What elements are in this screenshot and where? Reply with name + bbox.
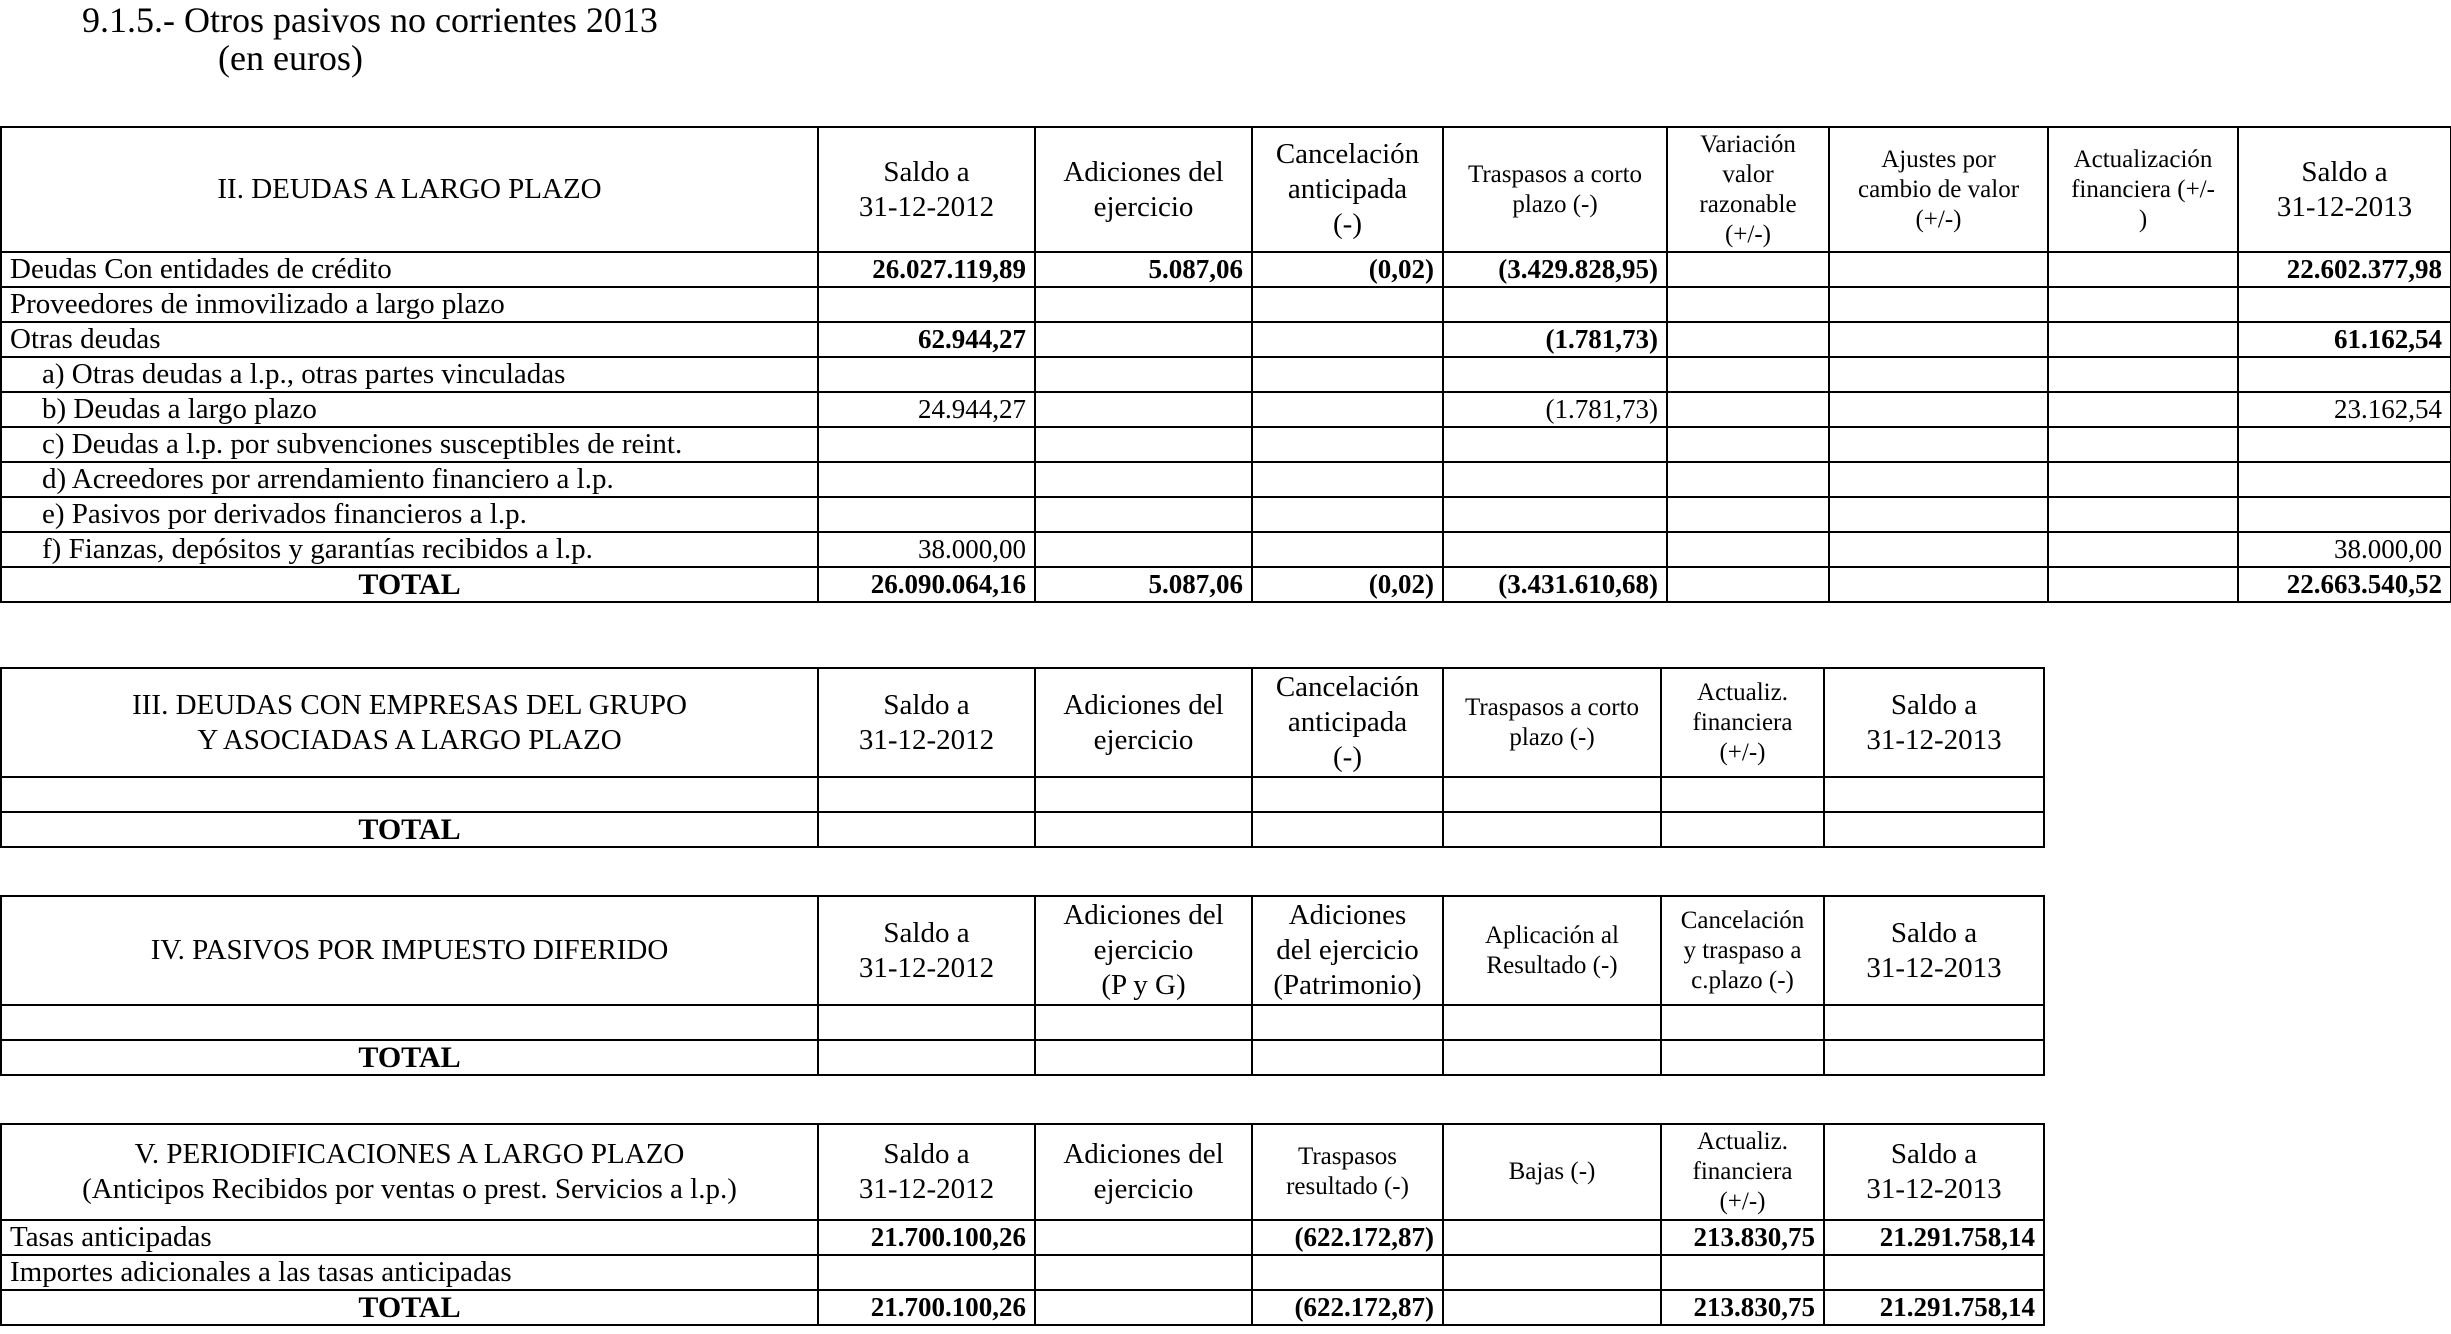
- column-header: Traspasos a corto plazo (-): [1443, 127, 1667, 252]
- column-header: Variación valor razonable (+/-): [1667, 127, 1829, 252]
- cell-value: [2048, 322, 2238, 357]
- column-header: Cancelación anticipada (-): [1252, 668, 1443, 777]
- total-value: 21.700.100,26: [818, 1290, 1035, 1325]
- column-header: Actualización financiera (+/- ): [2048, 127, 2238, 252]
- cell-value: [818, 777, 1035, 812]
- cell-value: [2238, 287, 2451, 322]
- cell-value: [1252, 1005, 1443, 1040]
- cell-value: [1667, 357, 1829, 392]
- cell-value: [2048, 392, 2238, 427]
- section-title: 9.1.5.- Otros pasivos no corrientes 2013: [82, 0, 658, 40]
- row-label: e) Pasivos por derivados financieros a l.p.: [1, 497, 818, 532]
- total-value: [1661, 812, 1824, 847]
- cell-value: [1824, 1255, 2044, 1290]
- cell-value: 38.000,00: [2238, 532, 2451, 567]
- cell-value: [1443, 357, 1667, 392]
- column-header: Actualiz. financiera (+/-): [1661, 668, 1824, 777]
- column-header: Ajustes por cambio de valor (+/-): [1829, 127, 2048, 252]
- cell-value: [1443, 1005, 1661, 1040]
- column-header: Saldo a 31-12-2013: [2238, 127, 2451, 252]
- cell-value: [2048, 252, 2238, 287]
- cell-value: [1667, 322, 1829, 357]
- column-header: Saldo a 31-12-2013: [1824, 1124, 2044, 1220]
- cell-value: [818, 497, 1035, 532]
- table-row: [1, 322, 2451, 357]
- cell-value: 22.602.377,98: [2238, 252, 2451, 287]
- cell-value: [818, 462, 1035, 497]
- column-header: Saldo a 31-12-2012: [818, 127, 1035, 252]
- row-label: Proveedores de inmovilizado a largo plazo: [1, 287, 818, 322]
- cell-value: [1829, 252, 2048, 287]
- column-header: Adiciones del ejercicio (P y G): [1035, 896, 1252, 1005]
- cell-value: [1667, 532, 1829, 567]
- column-header: Saldo a 31-12-2012: [818, 668, 1035, 777]
- cell-value: [1661, 1255, 1824, 1290]
- cell-value: 26.027.119,89: [818, 252, 1035, 287]
- cell-value: 23.162,54: [2238, 392, 2451, 427]
- cell-value: [2238, 357, 2451, 392]
- column-header: Traspasos a corto plazo (-): [1443, 668, 1661, 777]
- table-periodificaciones: [0, 1123, 2045, 1326]
- total-value: [1035, 1040, 1252, 1075]
- table-row: [1, 1255, 2044, 1290]
- row-label: [1, 1005, 818, 1040]
- total-value: [1829, 567, 2048, 602]
- total-value: (3.431.610,68): [1443, 567, 1667, 602]
- cell-value: (622.172,87): [1252, 1220, 1443, 1255]
- cell-value: [1829, 392, 2048, 427]
- table-header-row: [1, 896, 2044, 1005]
- total-value: [1252, 812, 1443, 847]
- cell-value: [1252, 532, 1443, 567]
- column-header: Saldo a 31-12-2013: [1824, 896, 2044, 1005]
- cell-value: [1252, 462, 1443, 497]
- cell-value: 24.944,27: [818, 392, 1035, 427]
- cell-value: [2048, 497, 2238, 532]
- cell-value: (1.781,73): [1443, 322, 1667, 357]
- column-header: Adiciones del ejercicio (Patrimonio): [1252, 896, 1443, 1005]
- cell-value: [1252, 497, 1443, 532]
- table-header-row: [1, 127, 2451, 252]
- table-row: [1, 287, 2451, 322]
- cell-value: [1829, 497, 2048, 532]
- total-value: [2048, 567, 2238, 602]
- table-row: [1, 497, 2451, 532]
- cell-value: [1829, 427, 2048, 462]
- cell-value: [818, 357, 1035, 392]
- cell-value: [818, 1005, 1035, 1040]
- total-value: (622.172,87): [1252, 1290, 1443, 1325]
- cell-value: [1829, 462, 2048, 497]
- cell-value: [1035, 1220, 1252, 1255]
- table-row: [1, 427, 2451, 462]
- total-value: 21.291.758,14: [1824, 1290, 2044, 1325]
- column-header: Saldo a 31-12-2012: [818, 896, 1035, 1005]
- table-header-row: [1, 1124, 2044, 1220]
- total-value: [1824, 812, 2044, 847]
- total-value: [818, 812, 1035, 847]
- cell-value: [1252, 1255, 1443, 1290]
- cell-value: [1035, 777, 1252, 812]
- table-pasivos-impuesto-diferido: [0, 895, 2045, 1076]
- table-row: [1, 252, 2451, 287]
- cell-value: [1035, 532, 1252, 567]
- total-value: [1667, 567, 1829, 602]
- cell-value: [1829, 357, 2048, 392]
- cell-value: 61.162,54: [2238, 322, 2451, 357]
- cell-value: 213.830,75: [1661, 1220, 1824, 1255]
- cell-value: (0,02): [1252, 252, 1443, 287]
- cell-value: [1035, 427, 1252, 462]
- column-header: Adiciones del ejercicio: [1035, 127, 1252, 252]
- column-header: Adiciones del ejercicio: [1035, 668, 1252, 777]
- cell-value: [2238, 497, 2451, 532]
- total-row: [1, 1040, 2044, 1075]
- total-value: [1824, 1040, 2044, 1075]
- cell-value: [1443, 1255, 1661, 1290]
- total-value: 213.830,75: [1661, 1290, 1824, 1325]
- table-row: [1, 1005, 2044, 1040]
- cell-value: 62.944,27: [818, 322, 1035, 357]
- cell-value: [1035, 462, 1252, 497]
- column-header: Saldo a 31-12-2012: [818, 1124, 1035, 1220]
- cell-value: [1829, 322, 2048, 357]
- cell-value: 5.087,06: [1035, 252, 1252, 287]
- column-header: Saldo a 31-12-2013: [1824, 668, 2044, 777]
- cell-value: [1661, 1005, 1824, 1040]
- cell-value: [1824, 1005, 2044, 1040]
- cell-value: [1035, 287, 1252, 322]
- cell-value: [1829, 532, 2048, 567]
- column-header: Cancelación y traspaso a c.plazo (-): [1661, 896, 1824, 1005]
- cell-value: [818, 1255, 1035, 1290]
- cell-value: [1252, 357, 1443, 392]
- total-label: TOTAL: [1, 1290, 818, 1325]
- row-label: b) Deudas a largo plazo: [1, 392, 818, 427]
- cell-value: [1443, 287, 1667, 322]
- row-label: c) Deudas a l.p. por subvenciones susceptibles de reint.: [1, 427, 818, 462]
- cell-value: [1035, 497, 1252, 532]
- table-row: [1, 532, 2451, 567]
- table-row: [1, 392, 2451, 427]
- cell-value: [2048, 532, 2238, 567]
- row-label: Otras deudas: [1, 322, 818, 357]
- column-header: Bajas (-): [1443, 1124, 1661, 1220]
- section-subtitle: (en euros): [218, 38, 363, 78]
- cell-value: [1661, 777, 1824, 812]
- cell-value: [1035, 392, 1252, 427]
- total-row: [1, 1290, 2044, 1325]
- column-header: Aplicación al Resultado (-): [1443, 896, 1661, 1005]
- total-label: TOTAL: [1, 1040, 818, 1075]
- cell-value: [1829, 287, 2048, 322]
- cell-value: [2048, 357, 2238, 392]
- table-row: [1, 357, 2451, 392]
- row-label: [1, 777, 818, 812]
- column-header: III. DEUDAS CON EMPRESAS DEL GRUPO Y ASOCIADAS A LARGO PLAZO: [1, 668, 818, 777]
- cell-value: [1667, 497, 1829, 532]
- cell-value: [1252, 287, 1443, 322]
- cell-value: [2048, 287, 2238, 322]
- column-header: V. PERIODIFICACIONES A LARGO PLAZO (Anticipos Recibidos por ventas o prest. Servicios a l.p.): [1, 1124, 818, 1220]
- total-label: TOTAL: [1, 567, 818, 602]
- cell-value: (1.781,73): [1443, 392, 1667, 427]
- cell-value: [1443, 427, 1667, 462]
- table-row: [1, 777, 2044, 812]
- row-label: a) Otras deudas a l.p., otras partes vinculadas: [1, 357, 818, 392]
- cell-value: [1667, 427, 1829, 462]
- column-header: Traspasos resultado (-): [1252, 1124, 1443, 1220]
- cell-value: [1667, 252, 1829, 287]
- cell-value: 21.700.100,26: [818, 1220, 1035, 1255]
- cell-value: [1443, 777, 1661, 812]
- table-row: [1, 462, 2451, 497]
- total-label: TOTAL: [1, 812, 818, 847]
- cell-value: [1035, 1255, 1252, 1290]
- cell-value: [2238, 427, 2451, 462]
- row-label: f) Fianzas, depósitos y garantías recibidos a l.p.: [1, 532, 818, 567]
- row-label: Tasas anticipadas: [1, 1220, 818, 1255]
- cell-value: [818, 427, 1035, 462]
- total-value: [1252, 1040, 1443, 1075]
- cell-value: [1252, 427, 1443, 462]
- total-value: [1443, 812, 1661, 847]
- column-header: IV. PASIVOS POR IMPUESTO DIFERIDO: [1, 896, 818, 1005]
- column-header: Actualiz. financiera (+/-): [1661, 1124, 1824, 1220]
- row-label: Importes adicionales a las tasas anticipadas: [1, 1255, 818, 1290]
- table-header-row: [1, 668, 2044, 777]
- cell-value: [1035, 357, 1252, 392]
- total-value: 22.663.540,52: [2238, 567, 2451, 602]
- cell-value: [1667, 462, 1829, 497]
- cell-value: [1667, 392, 1829, 427]
- total-row: [1, 567, 2451, 602]
- column-header: Cancelación anticipada (-): [1252, 127, 1443, 252]
- total-value: [1661, 1040, 1824, 1075]
- total-value: [1035, 1290, 1252, 1325]
- cell-value: [1443, 532, 1667, 567]
- total-value: (0,02): [1252, 567, 1443, 602]
- total-value: 5.087,06: [1035, 567, 1252, 602]
- total-value: [1443, 1290, 1661, 1325]
- cell-value: [1252, 322, 1443, 357]
- cell-value: (3.429.828,95): [1443, 252, 1667, 287]
- column-header: Adiciones del ejercicio: [1035, 1124, 1252, 1220]
- cell-value: [2048, 427, 2238, 462]
- cell-value: [1824, 777, 2044, 812]
- cell-value: 21.291.758,14: [1824, 1220, 2044, 1255]
- row-label: Deudas Con entidades de crédito: [1, 252, 818, 287]
- cell-value: [1035, 1005, 1252, 1040]
- cell-value: 38.000,00: [818, 532, 1035, 567]
- cell-value: [2238, 462, 2451, 497]
- total-value: [818, 1040, 1035, 1075]
- column-header: II. DEUDAS A LARGO PLAZO: [1, 127, 818, 252]
- total-value: [1035, 812, 1252, 847]
- cell-value: [2048, 462, 2238, 497]
- cell-value: [1252, 777, 1443, 812]
- table-deudas-largo-plazo: [0, 126, 2451, 603]
- cell-value: [1035, 322, 1252, 357]
- total-value: [1443, 1040, 1661, 1075]
- cell-value: [1443, 462, 1667, 497]
- table-row: [1, 1220, 2044, 1255]
- total-row: [1, 812, 2044, 847]
- row-label: d) Acreedores por arrendamiento financiero a l.p.: [1, 462, 818, 497]
- cell-value: [1443, 497, 1667, 532]
- cell-value: [818, 287, 1035, 322]
- cell-value: [1252, 392, 1443, 427]
- cell-value: [1667, 287, 1829, 322]
- cell-value: [1443, 1220, 1661, 1255]
- table-deudas-grupo: [0, 667, 2045, 848]
- total-value: 26.090.064,16: [818, 567, 1035, 602]
